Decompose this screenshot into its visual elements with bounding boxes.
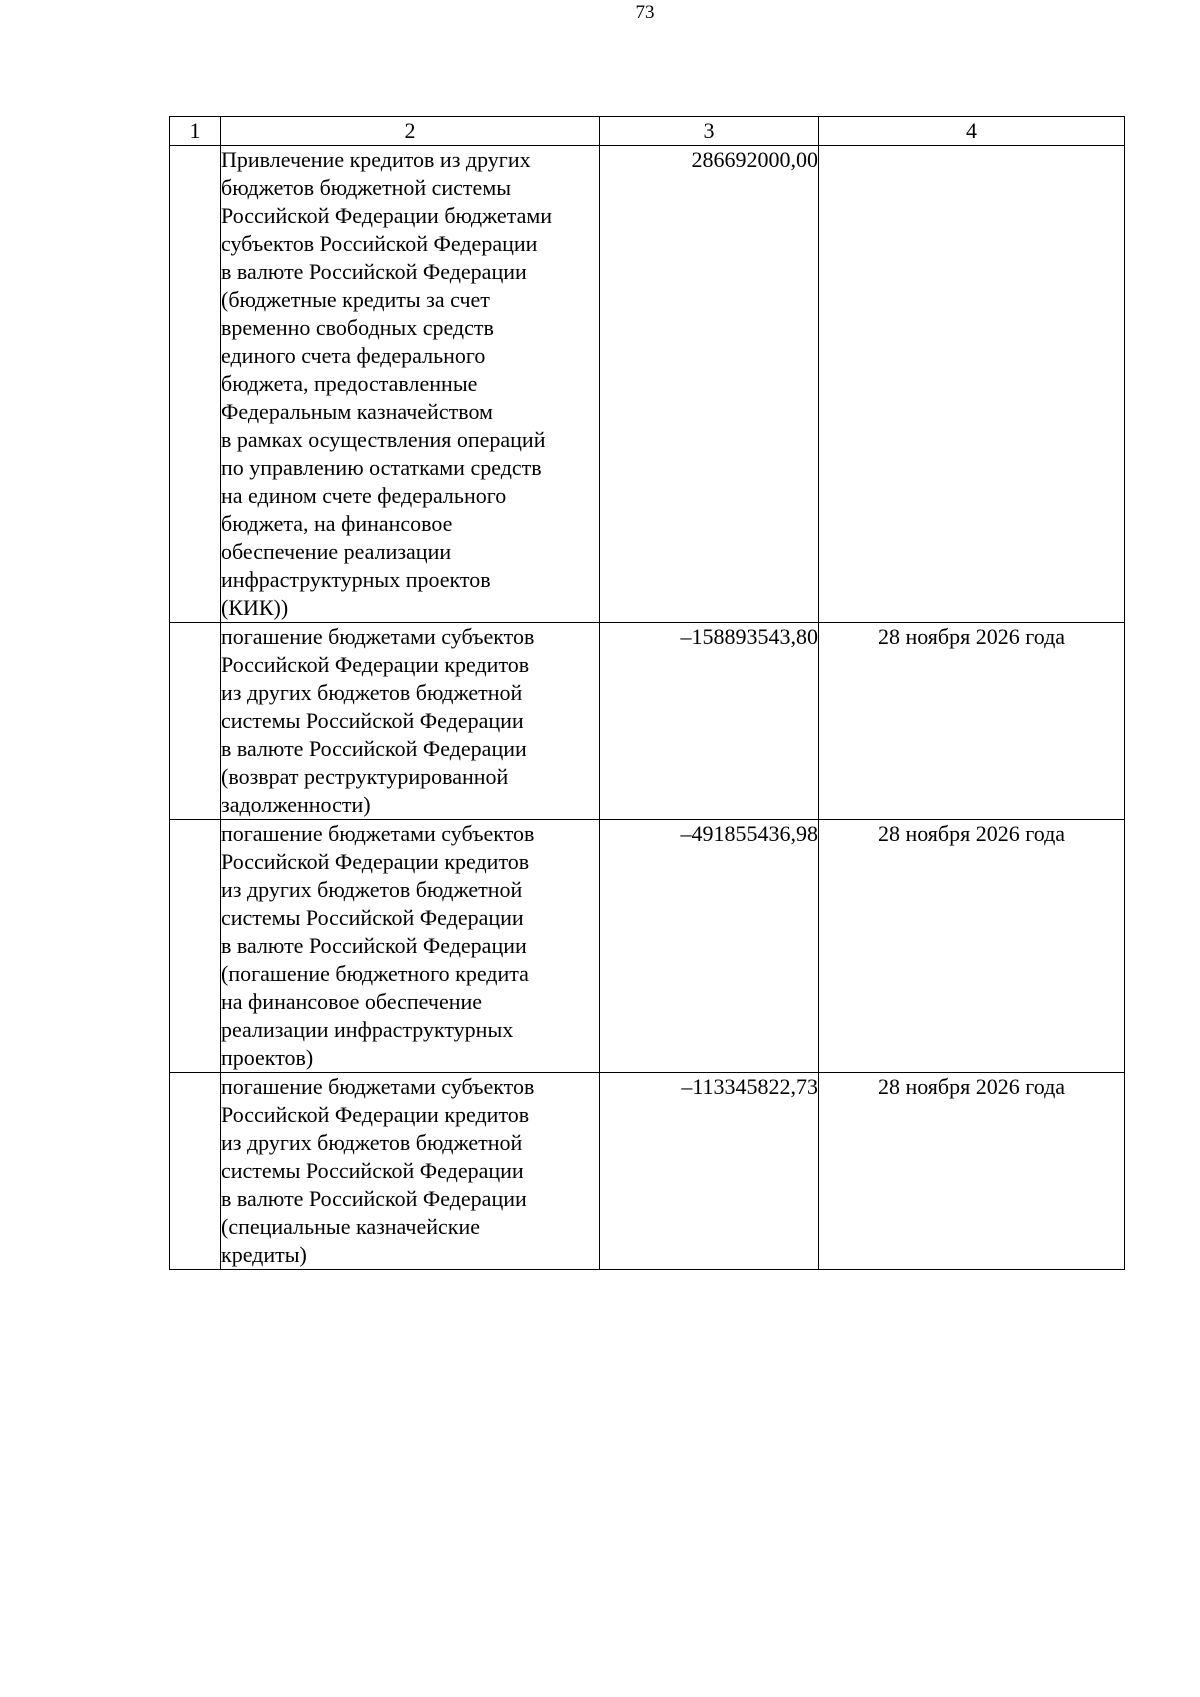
row-number-cell: [170, 623, 221, 820]
column-header-2: 2: [221, 117, 600, 146]
description-line: (КИК)): [221, 595, 289, 620]
description-line: Привлечение кредитов из других: [221, 147, 531, 172]
description-line: Российской Федерации бюджетами: [221, 203, 553, 228]
table-row: [170, 820, 1125, 1073]
description-line: погашение бюджетами субъектов: [221, 624, 535, 649]
description-line: из других бюджетов бюджетной: [221, 877, 523, 902]
description-line: системы Российской Федерации: [221, 708, 524, 733]
amount-cell: –158893543,80: [600, 623, 819, 820]
column-header-3: 3: [600, 117, 819, 146]
table-body: [170, 146, 1125, 1270]
row-number-cell: [170, 820, 221, 1073]
description-line: бюджета, предоставленные: [221, 371, 478, 396]
repayment-date-cell: 28 ноября 2026 года: [819, 623, 1125, 820]
description-line: обеспечение реализации: [221, 539, 452, 564]
description-line: кредиты): [221, 1242, 307, 1267]
table-row: [170, 623, 1125, 820]
description-cell: [221, 623, 600, 820]
description-line: на финансовое обеспечение: [221, 989, 483, 1014]
description-line: из других бюджетов бюджетной: [221, 1130, 523, 1155]
description-line: временно свободных средств: [221, 315, 494, 340]
description-line: Федеральным казначейством: [221, 399, 493, 424]
description-line: системы Российской Федерации: [221, 1158, 524, 1183]
description-line: из других бюджетов бюджетной: [221, 680, 523, 705]
description-line: (погашение бюджетного кредита: [221, 961, 529, 986]
description-line: погашение бюджетами субъектов: [221, 1074, 535, 1099]
description-line: субъектов Российской Федерации: [221, 231, 538, 256]
repayment-date-cell: 28 ноября 2026 года: [819, 1073, 1125, 1270]
description-line: инфраструктурных проектов: [221, 567, 491, 592]
description-cell: [221, 820, 600, 1073]
description-line: в рамках осуществления операций: [221, 427, 546, 452]
description-line: в валюте Российской Федерации: [221, 736, 527, 761]
table-row: [170, 1073, 1125, 1270]
description-line: задолженности): [221, 792, 371, 817]
description-line: бюджетов бюджетной системы: [221, 175, 512, 200]
description-line: Российской Федерации кредитов: [221, 849, 530, 874]
description-line: (бюджетные кредиты за счет: [221, 287, 490, 312]
row-number-cell: [170, 1073, 221, 1270]
description-line: в валюте Российской Федерации: [221, 259, 527, 284]
amount-cell: –113345822,73: [600, 1073, 819, 1270]
description-line: (возврат реструктурированной: [221, 764, 509, 789]
description-line: единого счета федерального: [221, 343, 486, 368]
description-line: Российской Федерации кредитов: [221, 1102, 530, 1127]
budget-table: [169, 116, 1125, 1270]
repayment-date-cell: [819, 146, 1125, 623]
amount-cell: 286692000,00: [600, 146, 819, 623]
column-header-4: 4: [819, 117, 1125, 146]
description-cell: [221, 146, 600, 623]
description-line: проектов): [221, 1045, 314, 1070]
description-line: по управлению остатками средств: [221, 455, 542, 480]
description-line: Российской Федерации кредитов: [221, 652, 530, 677]
table-row: [170, 146, 1125, 623]
column-header-1: 1: [170, 117, 221, 146]
description-line: на едином счете федерального: [221, 483, 507, 508]
description-line: реализации инфраструктурных: [221, 1017, 514, 1042]
description-line: системы Российской Федерации: [221, 905, 524, 930]
description-cell: [221, 1073, 600, 1270]
description-line: в валюте Российской Федерации: [221, 933, 527, 958]
amount-cell: –491855436,98: [600, 820, 819, 1073]
repayment-date-cell: 28 ноября 2026 года: [819, 820, 1125, 1073]
table-header-row: [170, 117, 1125, 146]
row-number-cell: [170, 146, 221, 623]
description-line: (специальные казначейские: [221, 1214, 481, 1239]
description-line: бюджета, на финансовое: [221, 511, 453, 536]
description-line: в валюте Российской Федерации: [221, 1186, 527, 1211]
page-number: 73: [635, 2, 655, 23]
description-line: погашение бюджетами субъектов: [221, 821, 535, 846]
